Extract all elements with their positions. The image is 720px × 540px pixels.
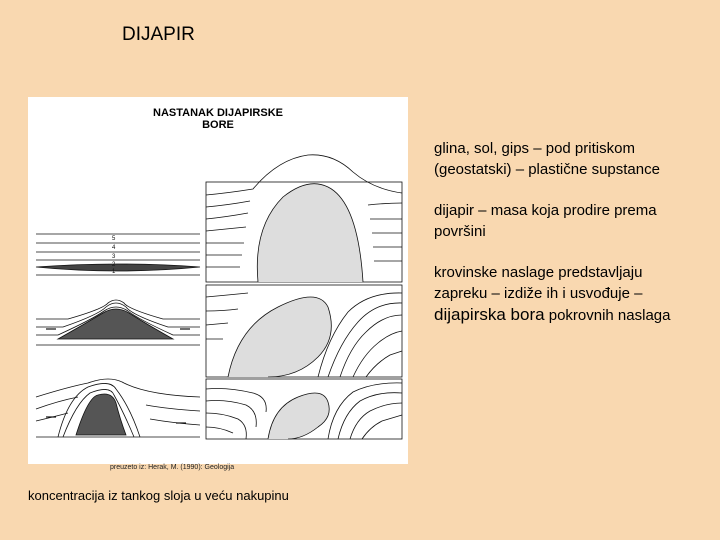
figure-title-line1: NASTANAK DIJAPIRSKE [153,107,283,119]
stage3-right-block [206,379,402,439]
figure-title-line2: BORE [202,119,234,131]
stage1-right-block [206,155,402,282]
figure-caption: koncentracija iz tankog sloja u veću nakupinu [28,488,289,503]
stage2-right-block [206,285,402,377]
stage2-left-sketch [36,300,200,345]
bullet-text-pre: krovinske naslage predstavljaju zapreku – izdiže ih i usvođuje – [434,264,643,302]
stage3-left-sketch [36,379,200,437]
bullet-item: dijapir – masa koja prodire prema površini [434,202,657,240]
stage1-left-sketch [36,234,200,275]
diapir-figure [28,97,408,464]
bullet-item: glina, sol, gips – pod pritiskom (geostatski) – plastične supstance [434,140,660,178]
diapir-drawings [28,97,408,464]
layer-label-3: 3 [112,254,116,260]
bullet-text-post: pokrovnih naslaga [544,307,671,324]
layer-label-4: 4 [112,245,116,251]
bullet-item [434,262,694,326]
figure-credit: preuzeto iz: Herak, M. (1990): Geologija [110,464,235,471]
layer-label-2: 2 [112,262,116,268]
bullet-list [434,138,694,346]
bullet-emphasis: dijapirska bora [434,305,545,324]
layer-label-5: 5 [112,236,116,242]
layer-label-1: 1 [112,269,116,275]
slide-title: DIJAPIR [122,24,195,45]
